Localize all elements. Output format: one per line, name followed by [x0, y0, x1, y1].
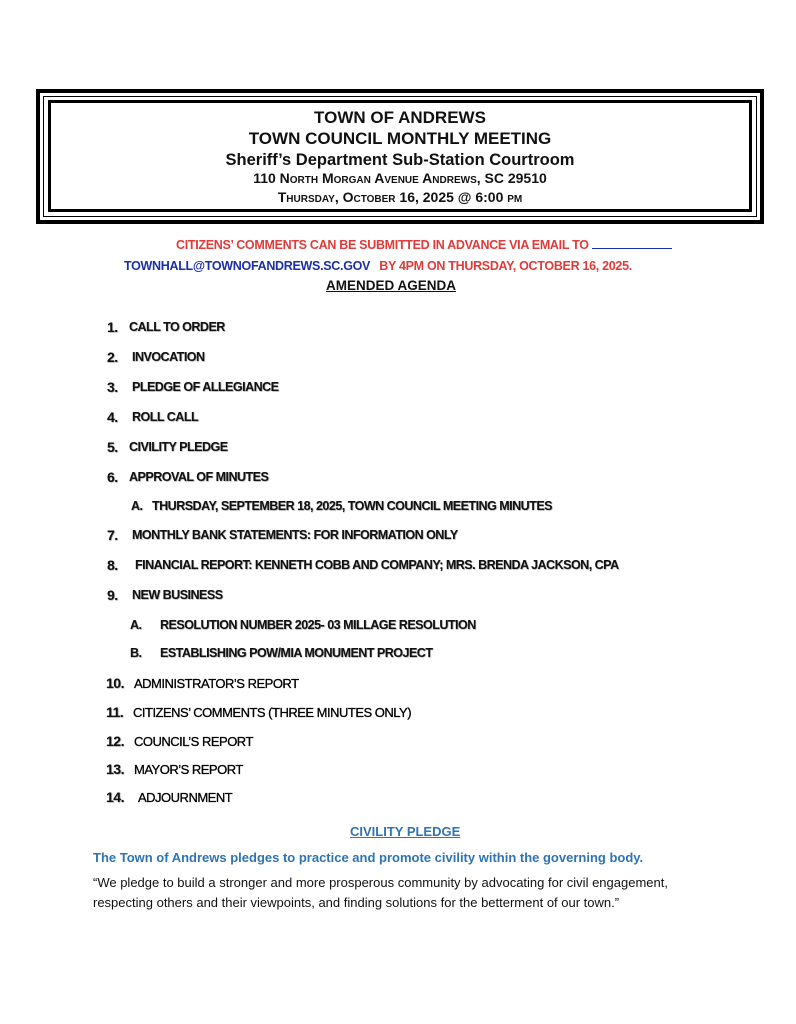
agenda-item-label: ESTABLISHING POW/MIA MONUMENT PROJECT	[160, 646, 433, 660]
agenda-item-number: 10.	[106, 675, 124, 691]
agenda-item-label: THURSDAY, SEPTEMBER 18, 2025, TOWN COUNCIL MEETING MINUTES	[152, 499, 553, 513]
agenda-item-number: 11.	[106, 704, 124, 720]
agenda-item-number: 2.	[107, 349, 118, 365]
agenda-item-label: INVOCATION	[132, 350, 205, 364]
agenda-item-number: 8.	[107, 557, 118, 573]
notice-text: CITIZENS’ COMMENTS CAN BE SUBMITTED IN ADVANCE VIA EMAIL TO	[176, 238, 589, 252]
agenda-item-number: 1.	[107, 319, 118, 335]
civility-quote-line-2: respecting others and their viewpoints, and finding solutions for the betterment of our town.”	[93, 895, 620, 910]
notice-deadline: BY 4PM ON THURSDAY, OCTOBER 16, 2025.	[379, 259, 632, 273]
agenda-item-number: 6.	[107, 469, 118, 485]
meeting-title: TOWN COUNCIL MONTHLY MEETING	[248, 129, 552, 148]
email-link[interactable]: TOWNHALL@TOWNOFANDREWS.SC.GOV	[124, 259, 371, 273]
agenda-item-number: 7.	[107, 527, 118, 543]
agenda-item-label: CIVILITY PLEDGE	[129, 440, 228, 454]
agenda-item-number: 9.	[107, 587, 118, 603]
agenda-item-number: B.	[130, 646, 142, 660]
agenda-item-label: FINANCIAL REPORT: KENNETH COBB AND COMPANY; MRS. BRENDA JACKSON, CPA	[135, 558, 619, 572]
agenda-item-number: 4.	[107, 409, 118, 425]
civility-quote-line-1: “We pledge to build a stronger and more prosperous community by advocating for civil engagement,	[93, 875, 668, 890]
agenda-item-label: NEW BUSINESS	[132, 588, 223, 602]
agenda-item-number: 13.	[106, 761, 124, 777]
agenda-item-label: COUNCIL’S REPORT	[134, 734, 253, 749]
agenda-item-label: ADJOURNMENT	[138, 790, 233, 805]
civility-statement: The Town of Andrews pledges to practice and promote civility within the governing body.	[93, 850, 644, 865]
agenda-item-label: RESOLUTION NUMBER 2025- 03 MILLAGE RESOLUTION	[160, 618, 476, 632]
agenda-item-label: ROLL CALL	[132, 410, 199, 424]
agenda-item-label: CALL TO ORDER	[129, 320, 225, 334]
civility-title: CIVILITY PLEDGE	[350, 824, 461, 839]
agenda-item-number: 14.	[106, 789, 124, 805]
agenda-item-number: 5.	[107, 439, 118, 455]
agenda-item-number: A.	[131, 499, 143, 513]
notice-line-2	[124, 259, 632, 273]
agenda-item-number: 12.	[106, 733, 124, 749]
agenda-item-label: MAYOR’S REPORT	[134, 762, 243, 777]
agenda-item-number: A.	[130, 618, 142, 632]
agenda-item-label: APPROVAL OF MINUTES	[129, 470, 269, 484]
town-name: TOWN OF ANDREWS	[314, 108, 486, 127]
agenda-item-label: MONTHLY BANK STATEMENTS: FOR INFORMATION ONLY	[132, 528, 458, 542]
agenda-title: AMENDED AGENDA	[326, 278, 457, 293]
agenda-item-label: PLEDGE OF ALLEGIANCE	[132, 380, 279, 394]
notice-line-1	[176, 238, 672, 252]
agenda-item-label: CITIZENS’ COMMENTS (THREE MINUTES ONLY)	[133, 705, 412, 720]
agenda-item-number: 3.	[107, 379, 118, 395]
agenda-item-label: ADMINISTRATOR’S REPORT	[134, 676, 299, 691]
meeting-datetime: Thursday, October 16, 2025 @ 6:00 pm	[277, 189, 523, 205]
meeting-address: 110 North Morgan Avenue Andrews, SC 29510	[253, 170, 547, 186]
meeting-location: Sheriff’s Department Sub-Station Courtroom	[225, 151, 575, 169]
notice-underline	[592, 248, 672, 249]
